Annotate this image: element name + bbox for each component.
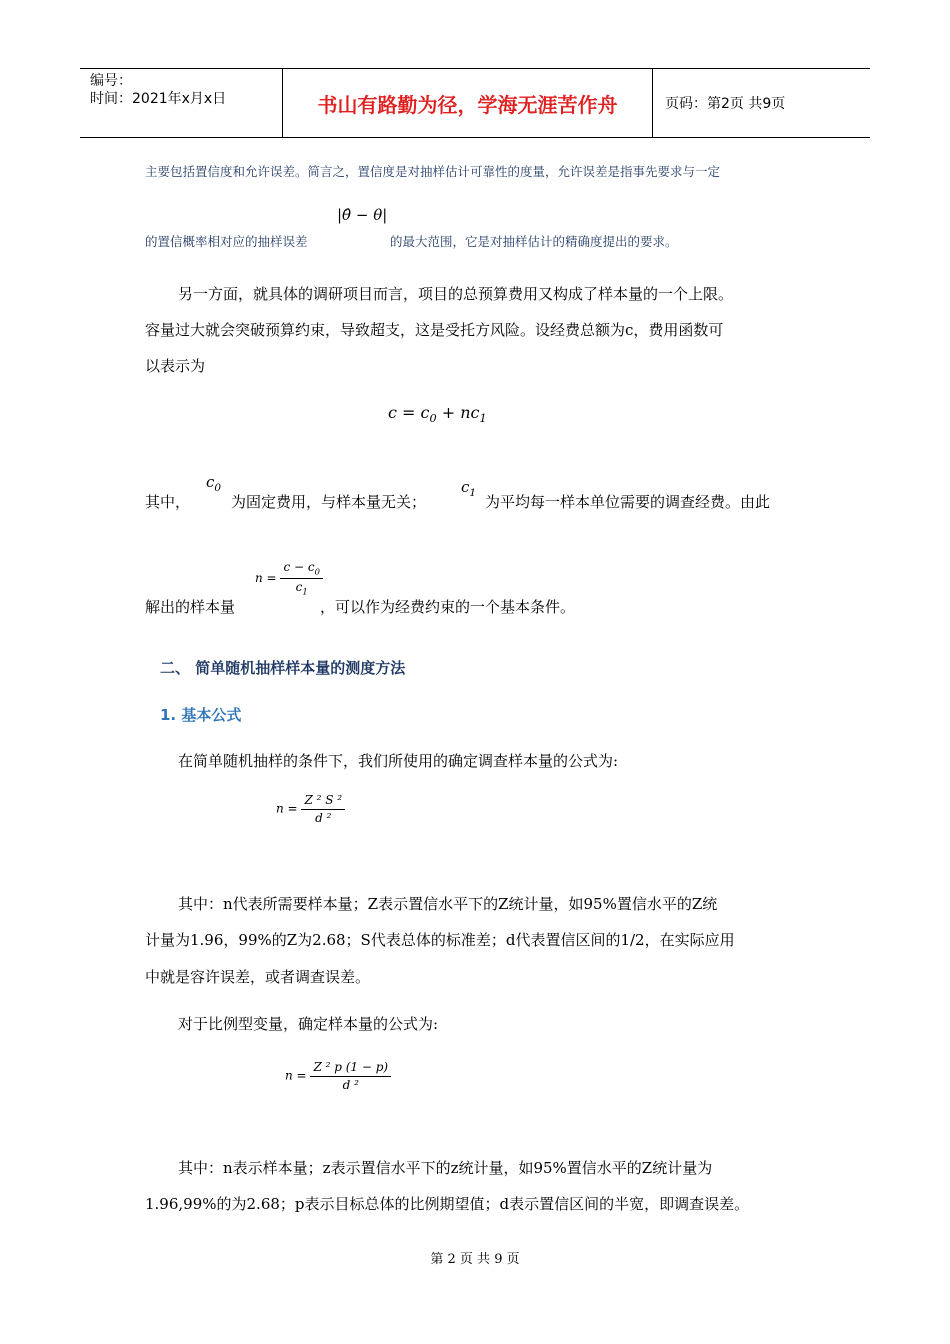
- para2-line3: 以表示为: [145, 357, 206, 375]
- para1-line2a: 的置信概率相对应的抽样误差: [145, 234, 308, 249]
- header-page-label: 页码：第2页 共9页: [665, 96, 786, 112]
- para5: 在简单随机抽样的条件下，我们所使用的确定调查样本量的公式为:: [178, 752, 619, 770]
- para3-c: 为平均每一样本单位需要的调查经费。由此: [485, 493, 771, 511]
- theta-error-formula: |θ̂ − θ|: [337, 206, 388, 224]
- para1-line1: 主要包括置信度和允许误差。简言之，置信度是对抽样估计可靠性的度量，允许误差是指事先要求与一定: [145, 164, 721, 179]
- para3-b: 为固定费用，与样本量无关；: [231, 493, 427, 511]
- para6-line2: 计量为1.96，99%的Z为2.68；S代表总体的标准差；d代表置信区间的1/2，在实际应用: [145, 931, 735, 949]
- sample-size-formula: n = $\frac{\text{Z ² S ²}}{\text{d ²}}$: [276, 793, 345, 825]
- para4-b: ，可以作为经费约束的一个基本条件。: [320, 598, 576, 616]
- page-header: [80, 68, 870, 138]
- subsection-heading-1: 1. 基本公式: [160, 706, 242, 724]
- para2-line1: 另一方面，就具体的调研项目而言，项目的总预算费用又构成了样本量的一个上限。: [178, 285, 734, 303]
- cost-formula: $c = c_0 + nc_1$: [388, 403, 487, 426]
- page-footer: 第 2 页 共 9 页: [430, 1252, 520, 1267]
- n-budget-formula: n = $\frac{c - c_0}{c_1}$: [255, 560, 323, 597]
- para3-a: 其中，: [145, 493, 191, 511]
- c1-symbol: $c_1$: [461, 478, 477, 499]
- time-label: 时间：2021年x月x日: [90, 91, 227, 107]
- para6-line1: 其中：n代表所需要样本量；Z表示置信水平下的Z统计量，如95%置信水平的Z统: [178, 895, 718, 913]
- para1-line2b: 的最大范围，它是对抽样估计的精确度提出的要求。: [390, 234, 678, 249]
- para4-a: 解出的样本量: [145, 598, 236, 616]
- code-label: 编号：: [90, 73, 132, 89]
- c0-symbol: $c_0$: [206, 473, 222, 494]
- proportion-sample-size-formula: n = $\frac{\text{Z ² p (1 − p)}}{\text{d ²}}$: [285, 1060, 391, 1092]
- para7: 对于比例型变量，确定样本量的公式为:: [178, 1015, 439, 1033]
- header-meta: [80, 69, 283, 137]
- section-heading-2: 二、 简单随机抽样样本量的测度方法: [160, 659, 406, 677]
- para2-line2: 容量过大就会突破预算约束，导致超支，这是受托方风险。设经费总额为c，费用函数可: [145, 321, 724, 339]
- header-motto: 书山有路勤为径，学海无涯苦作舟: [283, 69, 653, 137]
- para8-line1: 其中：n表示样本量；z表示置信水平下的z统计量，如95%置信水平的Z统计量为: [178, 1159, 713, 1177]
- para6-line3: 中就是容许误差，或者调查误差。: [145, 968, 371, 986]
- para8-line2: 1.96,99%的为2.68；p表示目标总体的比例期望值；d表示置信区间的半宽，即调查误差。: [145, 1195, 750, 1213]
